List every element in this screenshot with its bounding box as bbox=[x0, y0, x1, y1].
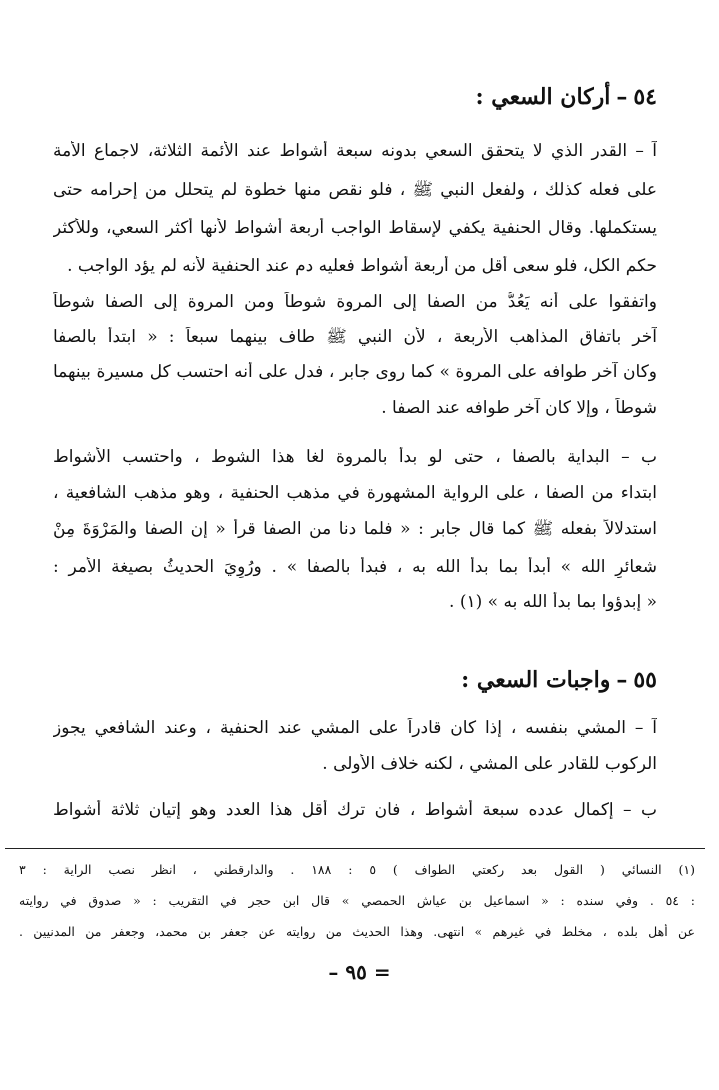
section-55-heading bbox=[461, 667, 657, 693]
text-line: على فعله كذلك ، ولفعل النبي ﷺ ، فلو نقص منها خطوة لم يتحلل من إحرامه حتى bbox=[53, 180, 657, 200]
section-54-heading bbox=[475, 84, 657, 110]
text-line: ابتداء من الصفا ، على الرواية المشهورة في مذهب الحنفية ، وهو مذهب الشافعية ، bbox=[53, 483, 657, 503]
text-line: الركوب للقادر على المشي ، لكنه خلاف الأولى . bbox=[322, 754, 657, 774]
footnote-divider bbox=[5, 848, 705, 849]
text-line: ب – البداية بالصفا ، حتى لو بدأ بالمروة لغا هذا الشوط ، واحتسب الأشواط bbox=[53, 447, 657, 467]
text-line: « إبدؤوا بما بدأ الله به » (١) . bbox=[449, 592, 657, 612]
text-line: حكم الكل، فلو سعى أقل من أربعة أشواط فعليه دم عند الحنفية لأنه لم يؤد الواجب . bbox=[67, 256, 657, 276]
footnote-line: عن أهل بلده ، مخلط في غيرهم » انتهى. وهذا الحديث من روايته عن جعفر بن محمد، وجعفر من المدنيين . bbox=[19, 924, 695, 939]
text-line: آ – المشي بنفسه ، إذا كان قادراً على المشي عند الحنفية ، وعند الشافعي يجوز bbox=[53, 718, 657, 738]
text-line: واتفقوا على أنه يَعُدُّ من الصفا إلى المروة شوطاً ومن المروة إلى الصفا شوطاً bbox=[53, 292, 657, 312]
page-number: = ٩٥ – bbox=[328, 960, 391, 984]
section-54-dash: – bbox=[616, 84, 628, 110]
footnote-line: (١) النسائي ( القول بعد ركعتي الطواف ) ٥ : ١٨٨ . والدارقطني ، انظر نصب الراية : ٣ bbox=[19, 862, 695, 877]
footnote-line: : ٥٤ . وفي سنده : « اسماعيل بن عياش الحمصي » قال ابن حجر في التقريب : « صدوق في روايته bbox=[19, 893, 695, 908]
section-54-title: أركان السعي : bbox=[475, 84, 611, 110]
text-line: وكان آخر طوافه على المروة » كما روى جابر ، فدل على أنه احتسب كل مسيرة بينهما bbox=[53, 362, 657, 382]
text-line: آخر باتفاق المذاهب الأربعة ، لأن النبي ﷺ طاف بينهما سبعاً : « ابتدأ بالصفا bbox=[53, 327, 657, 347]
text-line: آ – القدر الذي لا يتحقق السعي بدونه سبعة أشواط عند الأئمة الثلاثة، لاجماع الأمة bbox=[53, 141, 657, 161]
section-55-dash: – bbox=[616, 667, 628, 693]
section-54-number: ٥٤ bbox=[633, 84, 657, 110]
text-line: شعائرِ الله » أبدأُ بما بدأ الله به ، فبدأ بالصفا » . ورُوِيَ الحديثُ بصيغة الأمر : bbox=[53, 557, 657, 577]
section-55-title: واجبات السعي : bbox=[461, 667, 611, 693]
text-line: استدلالاً بفعله ﷺ كما قال جابر : « فلما دنا من الصفا قرأ « إن الصفا والمَرْوَةَ مِنْ bbox=[53, 519, 657, 539]
text-line: يستكملها. وقال الحنفية يكفي لإسقاط الواجب أربعة أشواط لأنها أكثر السعي، وللأكثر bbox=[53, 218, 657, 238]
text-line: شوطاً ، وإلا كان آخر طوافه عند الصفا . bbox=[381, 398, 657, 418]
text-line: ب – إكمال عدده سبعة أشواط ، فان ترك أقل هذا العدد وهو إتيان ثلاثة أشواط bbox=[53, 800, 657, 820]
section-55-number: ٥٥ bbox=[633, 667, 657, 693]
